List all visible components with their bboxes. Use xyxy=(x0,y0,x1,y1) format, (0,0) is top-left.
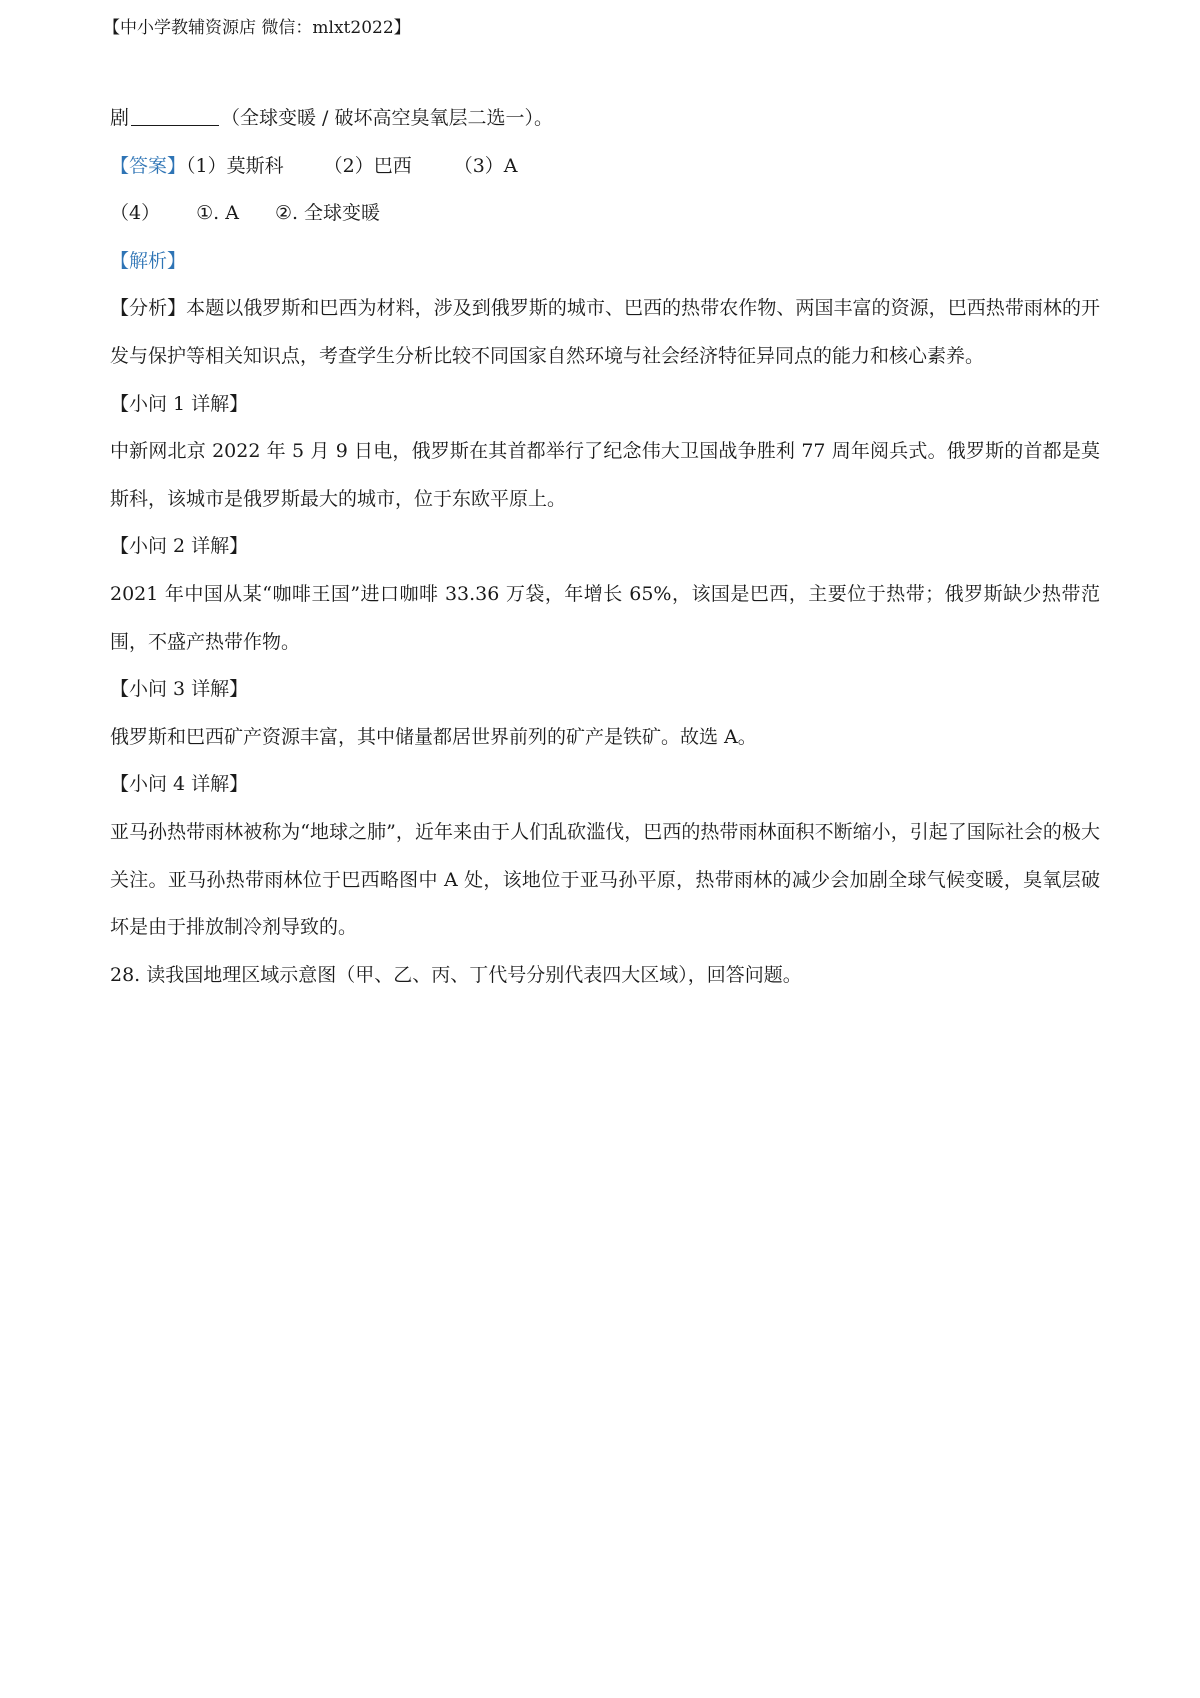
answer-4-part-2: ②. 全球变暖 xyxy=(274,202,381,225)
sub-question-2-title: 【小问 2 详解】 xyxy=(110,535,249,558)
sub-question-3-title: 【小问 3 详解】 xyxy=(110,678,249,701)
answer-3: （3）A xyxy=(453,154,518,177)
question-28: 28. 读我国地理区域示意图（甲、乙、丙、丁代号分别代表四大区域），回答问题。 xyxy=(110,963,802,986)
sub-question-2-text: 2021 年中国从某“咖啡王国”进口咖啡 33.36 万袋，年增长 65%，该国是巴西，主要位于热带；俄罗斯缺少热带范围，不盛产热带作物。 xyxy=(110,582,1100,653)
answer-line-1 xyxy=(110,143,1100,191)
answer-blank xyxy=(131,107,219,126)
sub-question-1-text: 中新网北京 2022 年 5 月 9 日电，俄罗斯在其首都举行了纪念伟大卫国战争胜利 77 周年阅兵式。俄罗斯的首都是莫斯科，该城市是俄罗斯最大的城市，位于东欧平原上。 xyxy=(110,440,1100,510)
analysis-label: 【解析】 xyxy=(110,249,187,272)
answer-2: （2）巴西 xyxy=(323,154,412,177)
blank-suffix: （全球变暖 / 破坏高空臭氧层二选一）。 xyxy=(221,107,553,129)
analysis-paragraph: 【分析】本题以俄罗斯和巴西为材料，涉及到俄罗斯的城市、巴西的热带农作物、两国丰富的资源，巴西热带雨林的开发与保护等相关知识点，考查学生分析比较不同国家自然环境与社会经济特征异同点的能力和核心素养。 xyxy=(110,297,1100,367)
page-header: 【中小学教辅资源店 微信：mlxt2022】 xyxy=(103,18,411,38)
answer-1: （1）莫斯科 xyxy=(186,154,284,177)
answer-line-2 xyxy=(110,190,1100,238)
question-27-tail xyxy=(110,95,1100,143)
blank-prefix: 剧 xyxy=(110,107,130,129)
answer-4-part-1: ①. A xyxy=(196,202,239,225)
sub-question-4-title: 【小问 4 详解】 xyxy=(110,773,249,796)
document-body xyxy=(110,95,1100,999)
answer-label: 【答案】 xyxy=(110,154,187,177)
sub-question-3-text: 俄罗斯和巴西矿产资源丰富，其中储量都居世界前列的矿产是铁矿。故选 A。 xyxy=(110,725,757,748)
sub-question-1-title: 【小问 1 详解】 xyxy=(110,392,249,415)
sub-question-4-text: 亚马孙热带雨林被称为“地球之肺”，近年来由于人们乱砍滥伐，巴西的热带雨林面积不断缩小，引起了国际社会的极大关注。亚马孙热带雨林位于巴西略图中 A 处，该地位于亚马孙平原，热带雨林的减少会加剧全球气候变暖，臭氧层破坏是由于排放制冷剂导致的。 xyxy=(110,820,1100,939)
answer-4-number: （4） xyxy=(110,202,161,225)
